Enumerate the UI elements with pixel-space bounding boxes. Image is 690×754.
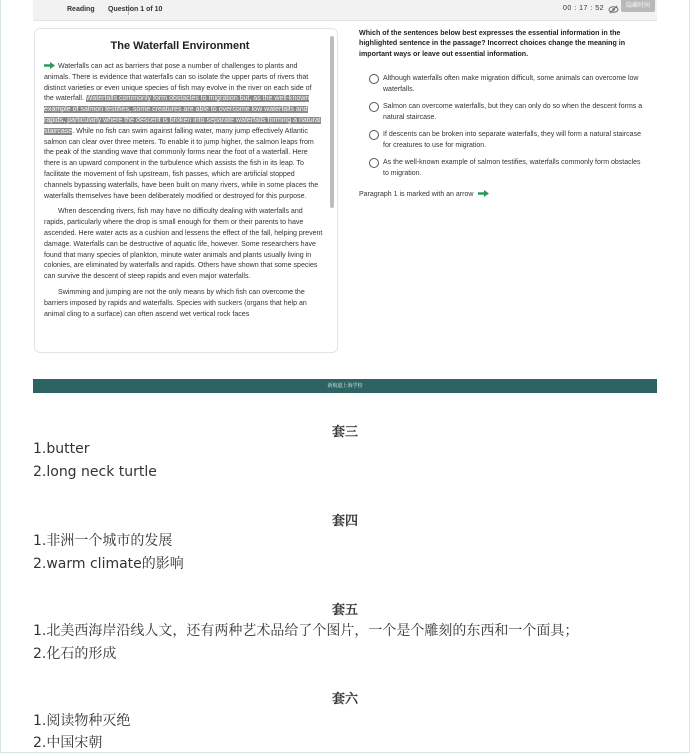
set-3-title: 套三 — [331, 425, 358, 440]
passage-scrollbar[interactable] — [330, 36, 334, 208]
paragraph-note — [359, 190, 489, 198]
reading-passage-panel[interactable] — [34, 28, 338, 353]
option-c-text: If descents can be broken into separate waterfalls, they will form a natural staircase for creatures to use for migration. — [383, 131, 641, 149]
test-toolbar — [33, 0, 657, 21]
hide-time-button[interactable]: 隐藏时间 — [621, 0, 655, 12]
option-b-text: Salmon can overcome waterfalls, but they can only do so when the descent forms a natural staircase. — [383, 103, 643, 121]
answer-option-a[interactable] — [369, 73, 644, 101]
set-6-title: 套六 — [331, 692, 358, 707]
paragraph-note-text: Paragraph 1 is marked with an arrow — [359, 191, 474, 198]
set-5-title: 套五 — [331, 603, 358, 618]
paragraph-1-text: Waterfalls can act as barriers that pose a number of challenges to plants and animals. There is evidence that waterfalls can so isolate the upper parts of rivers that distinct varieties or even unique species of fish may evolve in the river on each side of the waterfall. — [44, 63, 312, 103]
radio-a[interactable] — [369, 74, 379, 84]
timer-readout: 00 : 17 : 52 — [563, 5, 605, 12]
set-5-item-1: 1.北美西海岸沿线人文，还有两种艺术品给了个图片，一个是个雕刻的东西和一个面具； — [33, 623, 579, 639]
set-4-title: 套四 — [331, 514, 358, 529]
question-panel — [359, 28, 649, 198]
arrow-right-icon — [478, 190, 489, 197]
question-counter: Question 1 of 10 — [108, 6, 163, 13]
banner-text: 新航道上海学校 — [327, 383, 363, 389]
paragraph-1 — [44, 62, 323, 202]
passage-body — [44, 62, 323, 325]
set-6-item-2: 2.中国宋朝 — [33, 735, 103, 751]
highlighted-sentence[interactable]: Waterfalls commonly form obstacles to migration but, as the well-known example of salmon testifies, some creatures are able to overcome low waterfalls and rapids, particularly where the descent is broken into separate waterfalls forming a natural staircase — [44, 95, 321, 135]
set-5-item-2: 2.化石的形成 — [33, 646, 117, 662]
set-4-item-2: 2.warm climate的影响 — [33, 556, 184, 572]
school-banner — [33, 379, 657, 393]
paragraph-1-rest: . While no fish can swim against falling water, many jump effectively Atlantic salmon can clear over three meters. To enable it to jump higher, the salmon leaps from the peak of the standing wave that commonly forms near the foot of a waterfall. Here there is an upward component in the turbulence which assists the fish in its leap. To facilitate the movement of fish upstream, fish passes, which are artificial stopped channels bypassing waterfalls, have been built on many rivers, while in some places the waterfalls themselves have been deliberately modified or destroyed for this purpose. — [44, 127, 319, 200]
radio-b[interactable] — [369, 102, 379, 112]
paragraph-3: Swimming and jumping are not the only means by which fish can overcome the barriers imposed by rapids and waterfalls. Species with suckers (organs that help an animal cling to a surface) can often ascend wet vertical rock faces — [44, 288, 307, 318]
arrow-right-icon — [44, 62, 55, 69]
option-a-text: Although waterfalls often make migration difficult, some animals can overcome low waterfalls. — [383, 75, 639, 93]
option-d-text: As the well-known example of salmon testifies, waterfalls commonly form obstacles to migration. — [383, 159, 641, 177]
section-label: Reading — [67, 6, 95, 13]
answer-option-d[interactable] — [369, 157, 644, 185]
set-6-item-1: 1.阅读物种灭绝 — [33, 713, 131, 729]
radio-c[interactable] — [369, 130, 379, 140]
paragraph-2: When descending rivers, fish may have no difficulty dealing with waterfalls and rapids, particularly where the drop is small enough for them or their parents to have ascended. Here water acts as a cushion and lessens the effect of the fall, helping prevent damage. Waterfalls can be destructive of aquatic life, however. Some researchers have found that many species of plankton, minute water animals and plants usually living in colonies, are eliminated by waterfalls and rapids. Others have shown that some species can survive the descent of steep rapids and even major waterfalls. — [44, 208, 323, 281]
set-4-item-1: 1.非洲一个城市的发展 — [33, 533, 173, 549]
answer-option-b[interactable] — [369, 101, 644, 129]
radio-d[interactable] — [369, 158, 379, 168]
passage-title: The Waterfall Environment — [110, 40, 250, 52]
set-3-item-1: 1.butter — [33, 441, 90, 457]
answer-option-c[interactable] — [369, 129, 644, 157]
question-prompt: Which of the sentences below best expresses the essential information in the highlighted sentence in the passage? Incorrect choices change the meaning in important ways or leave out essential information. — [359, 29, 626, 58]
set-3-item-2: 2.long neck turtle — [33, 464, 157, 480]
answer-options — [369, 73, 644, 185]
eye-icon[interactable] — [608, 4, 619, 15]
